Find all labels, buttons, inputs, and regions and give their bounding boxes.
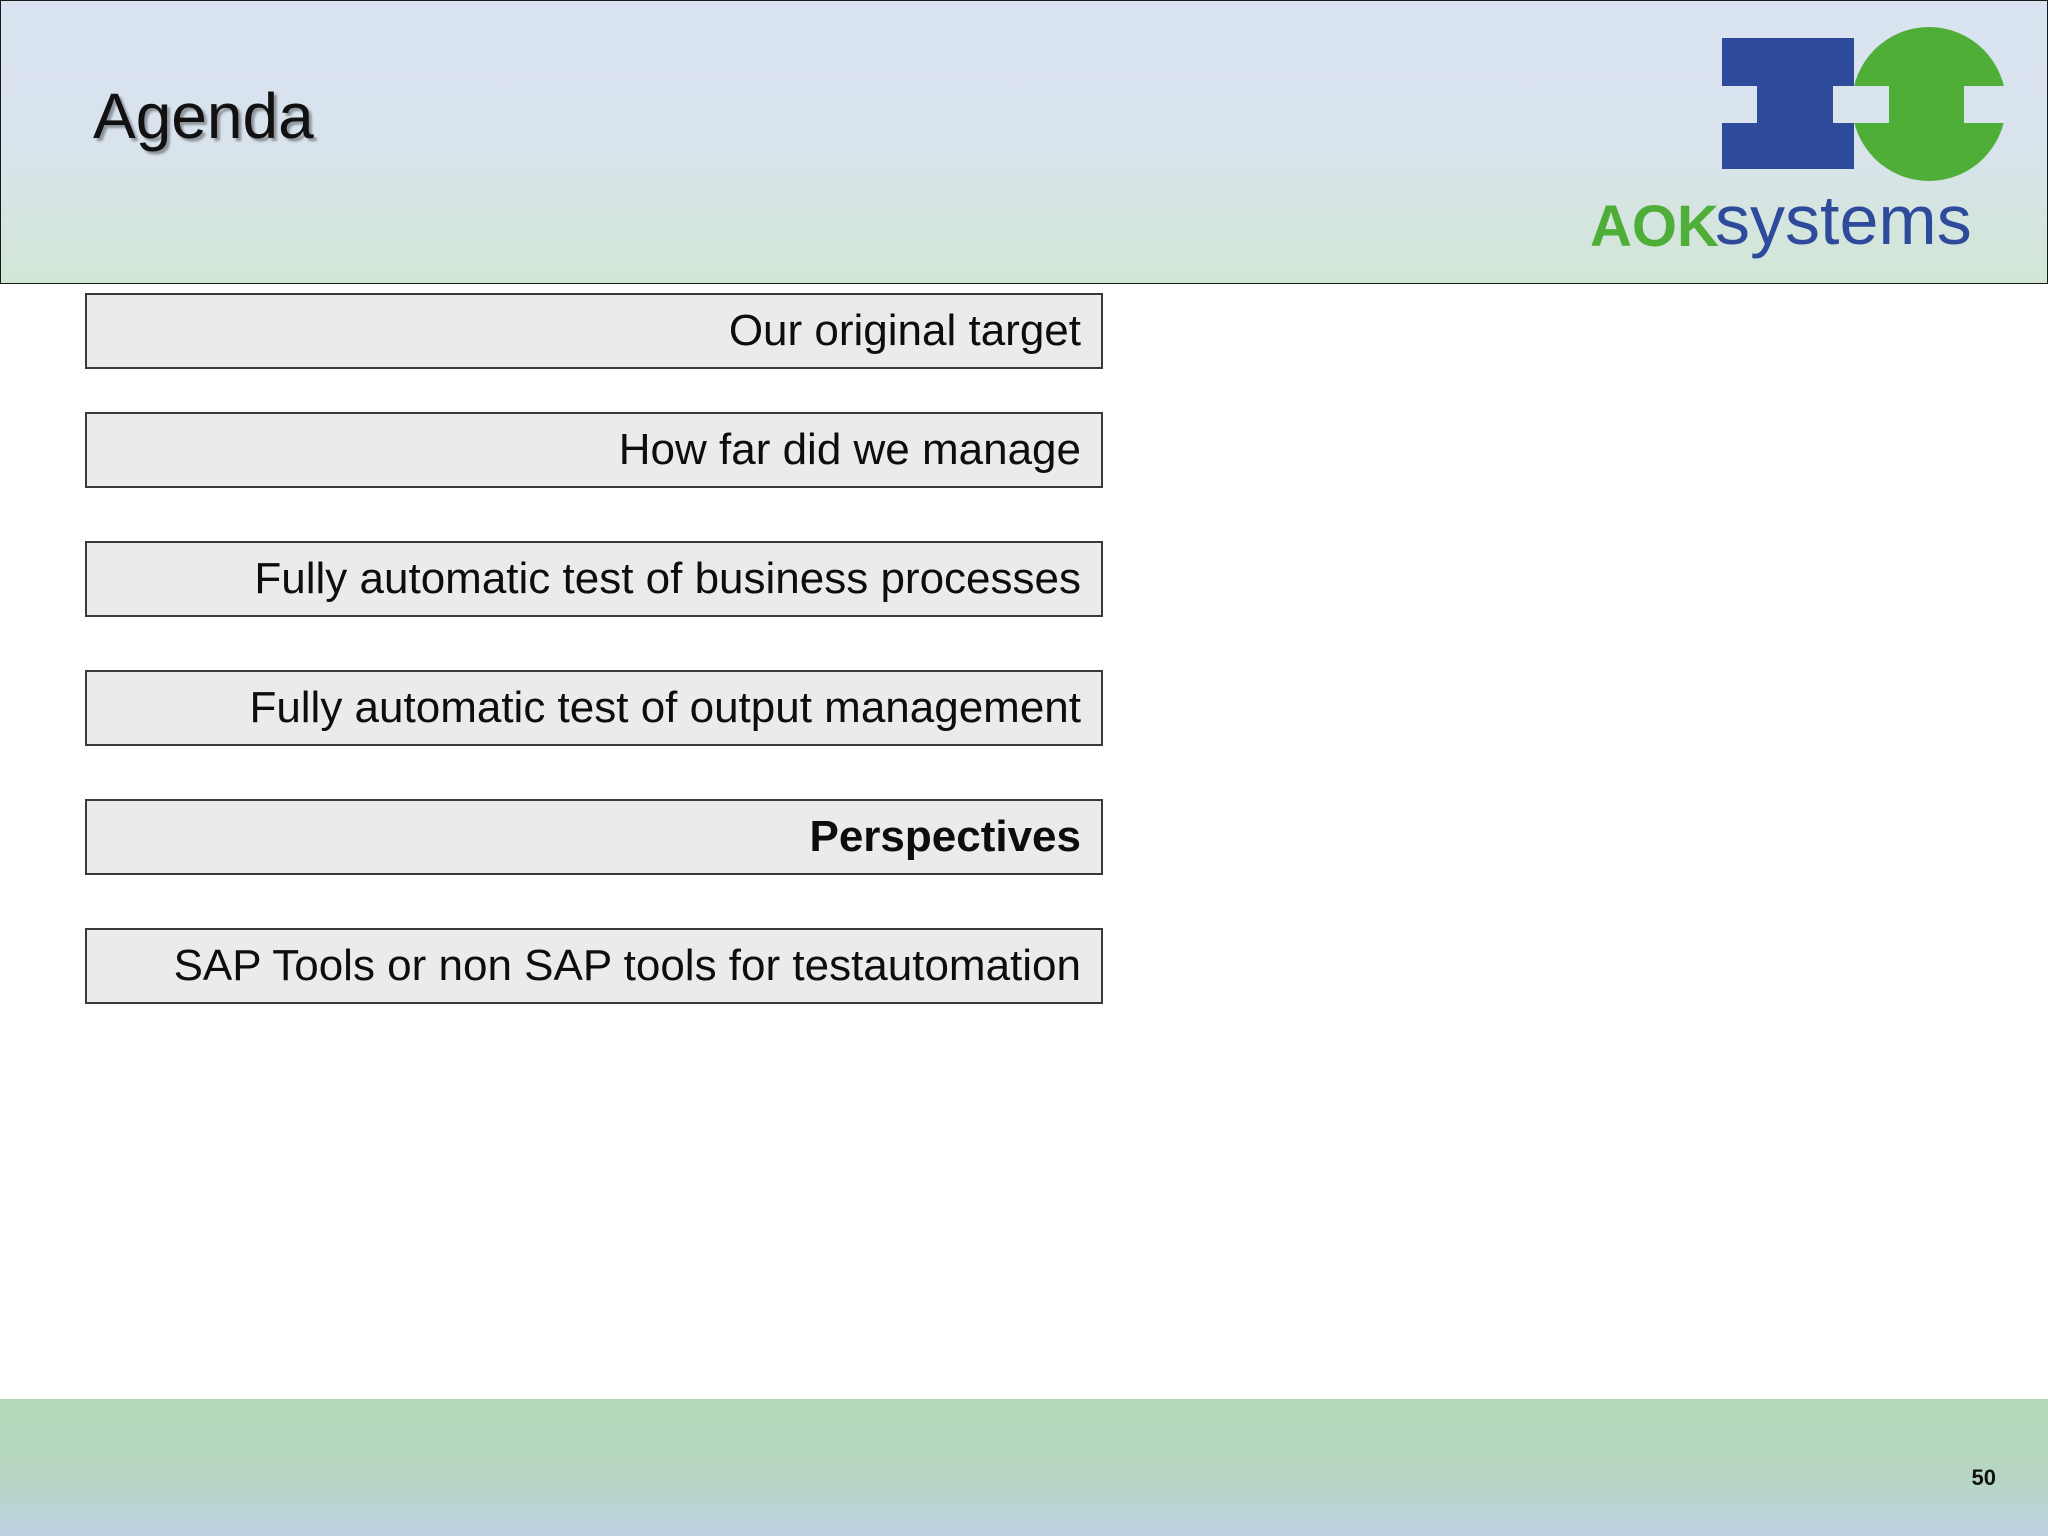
agenda-item-how-far[interactable]: How far did we manage: [85, 412, 1103, 488]
agenda-item-output-management[interactable]: Fully automatic test of output management: [85, 670, 1103, 746]
page-number: 50: [1971, 1465, 1996, 1490]
logo-aok-text: AOK: [1590, 194, 1719, 259]
agenda-item-original-target[interactable]: Our original target: [85, 293, 1103, 369]
agenda-item-perspectives[interactable]: Perspectives: [85, 799, 1103, 875]
slide-title: Agenda: [93, 80, 314, 152]
footer-bar: [0, 1399, 2048, 1536]
aok-systems-logo: [1589, 25, 2009, 265]
agenda-item-sap-tools[interactable]: SAP Tools or non SAP tools for testautomation: [85, 928, 1103, 1004]
logo-systems-text: systems: [1715, 181, 1972, 259]
agenda-item-business-processes[interactable]: Fully automatic test of business processes: [85, 541, 1103, 617]
header-banner: [0, 0, 2048, 284]
